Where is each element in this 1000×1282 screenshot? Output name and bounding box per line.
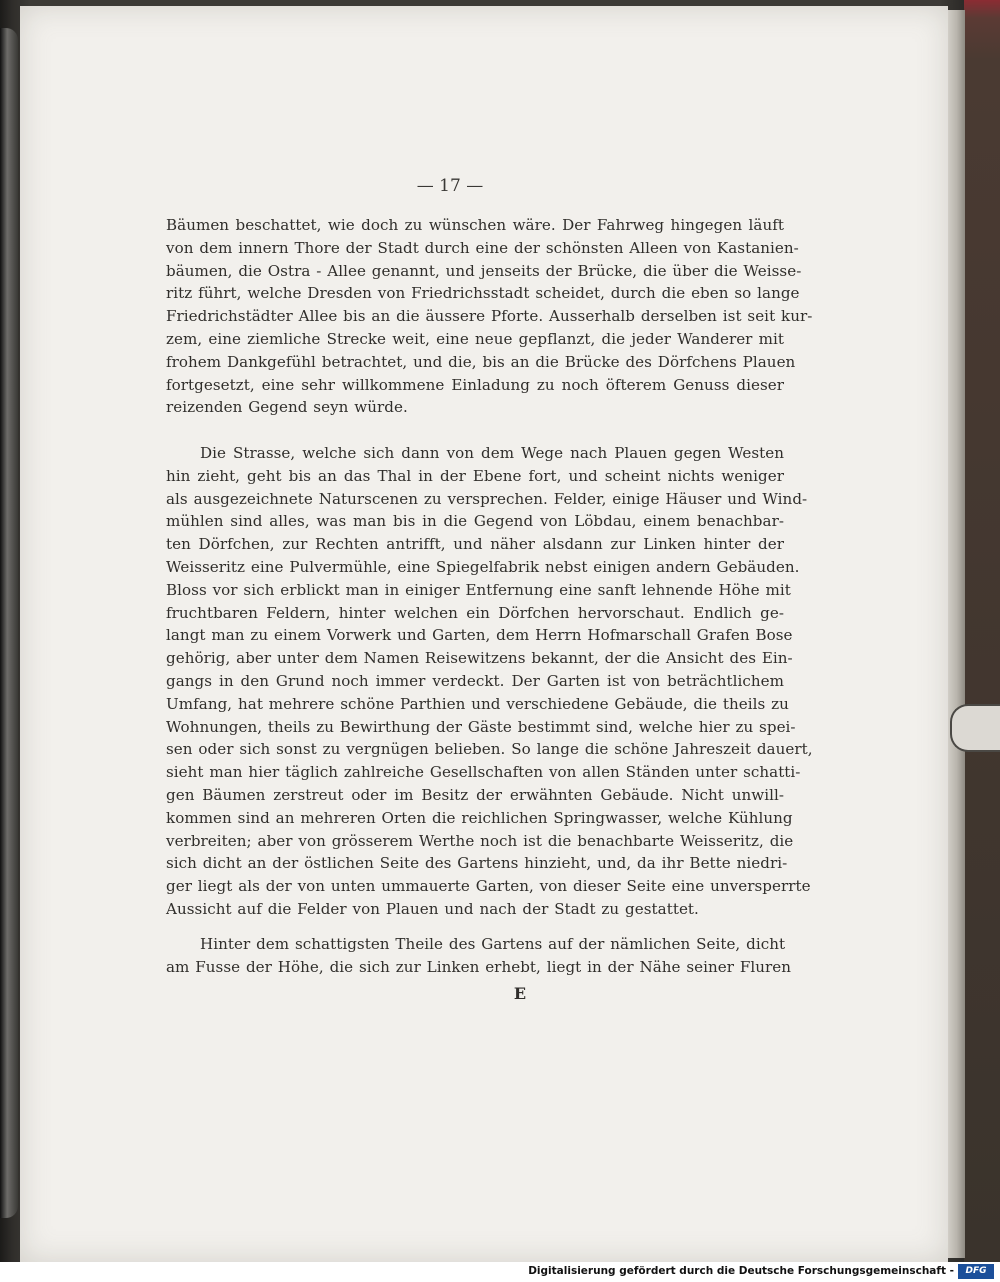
- scanner-clip: [0, 28, 18, 1218]
- text-line: fruchtbaren Feldern, hinter welchen ein Dörfchen hervorschaut. Endlich ge-: [166, 603, 784, 622]
- text-line: ritz führt, welche Dresden von Friedrichsstadt scheidet, durch die eben so lange: [166, 284, 800, 303]
- text-line: als ausgezeichnete Naturscenen zu versprechen. Felder, einige Häuser und Wind-: [166, 489, 808, 508]
- paragraph-3: [166, 933, 792, 979]
- text-line: Umfang, hat mehrere schöne Parthien und verschiedene Gebäude, die theils zu: [166, 694, 789, 713]
- text-line: Weisseritz eine Pulvermühle, eine Spiegelfabrik nebst einigen andern Gebäuden.: [166, 557, 800, 576]
- signature-mark: E: [513, 984, 527, 1003]
- paragraph-2: [166, 442, 813, 921]
- text-line: verbreiten; aber von grösserem Werthe noch ist die benachbarte Weisseritz, die: [166, 831, 794, 850]
- page-tab: [950, 704, 1000, 752]
- text-line: gen Bäumen zerstreut oder im Besitz der erwähnten Gebäude. Nicht unwill-: [166, 785, 784, 804]
- text-line: reizenden Gegend seyn würde.: [166, 398, 408, 417]
- paragraph-1: [166, 214, 813, 419]
- text-line: sich dicht an der östlichen Seite des Gartens hinzieht, und, da ihr Bette niedri-: [166, 854, 788, 873]
- text-line: von dem innern Thore der Stadt durch eine der schönsten Alleen von Kastanien-: [166, 238, 799, 257]
- text-line: gehörig, aber unter dem Namen Reisewitzens bekannt, der die Ansicht des Ein-: [166, 649, 793, 668]
- text-line: Friedrichstädter Allee bis an die äussere Pforte. Ausserhalb derselben ist seit kur-: [166, 307, 813, 326]
- page-edge: [945, 10, 965, 1258]
- footer-bar: [0, 1262, 1000, 1282]
- text-line: Wohnungen, theils zu Bewirthung der Gäste bestimmt sind, welche hier zu spei-: [166, 717, 796, 736]
- dfg-logo: DFG: [958, 1264, 994, 1279]
- text-line: ten Dörfchen, zur Rechten antrifft, und näher alsdann zur Linken hinter der: [166, 535, 784, 554]
- text-line: mühlen sind alles, was man bis in die Gegend von Löbdau, einem benachbar-: [166, 512, 784, 531]
- text-line: Die Strasse, welche sich dann von dem Wege nach Plauen gegen Westen: [200, 444, 784, 462]
- text-line: Aussicht auf die Felder von Plauen und nach der Stadt zu gestattet.: [166, 899, 699, 918]
- footer-credit: Digitalisierung gefördert durch die Deutsche Forschungsgemeinschaft -: [528, 1265, 954, 1277]
- text-line: am Fusse der Höhe, die sich zur Linken erhebt, liegt in der Nähe seiner Fluren: [166, 957, 792, 976]
- text-line: frohem Dankgefühl betrachtet, und die, bis an die Brücke des Dörfchens Plauen: [166, 352, 796, 371]
- text-line: Bloss vor sich erblickt man in einiger Entfernung eine sanft lehnende Höhe mit: [166, 580, 791, 599]
- text-line: ger liegt als der von unten ummauerte Garten, von dieser Seite eine unversperrte: [166, 877, 811, 896]
- text-line: bäumen, die Ostra - Allee genannt, und jenseits der Brücke, die über die Weisse-: [166, 261, 802, 280]
- text-line: fortgesetzt, eine sehr willkommene Einladung zu noch öfterem Genuss dieser: [166, 375, 784, 394]
- page-number: — 17 —: [416, 176, 484, 196]
- text-line: kommen sind an mehreren Orten die reichlichen Springwasser, welche Kühlung: [166, 808, 793, 827]
- text-line: zem, eine ziemliche Strecke weit, eine neue gepflanzt, die jeder Wanderer mit: [166, 329, 784, 348]
- text-line: gangs in den Grund noch immer verdeckt. Der Garten ist von beträchtlichem: [166, 671, 784, 690]
- book-binding: [964, 0, 1000, 1262]
- text-line: hin zieht, geht bis an das Thal in der Ebene fort, und scheint nichts weniger: [166, 466, 784, 485]
- text-line: langt man zu einem Vorwerk und Garten, dem Herrn Hofmarschall Grafen Bose: [166, 626, 793, 645]
- text-line: Bäumen beschattet, wie doch zu wünschen wäre. Der Fahrweg hingegen läuft: [166, 216, 784, 234]
- text-line: Hinter dem schattigsten Theile des Gartens auf der nämlichen Seite, dicht: [200, 935, 786, 953]
- text-line: sieht man hier täglich zahlreiche Gesellschaften von allen Ständen unter schatti-: [166, 763, 801, 782]
- text-line: sen oder sich sonst zu vergnügen belieben. So lange die schöne Jahreszeit dauert,: [166, 740, 813, 759]
